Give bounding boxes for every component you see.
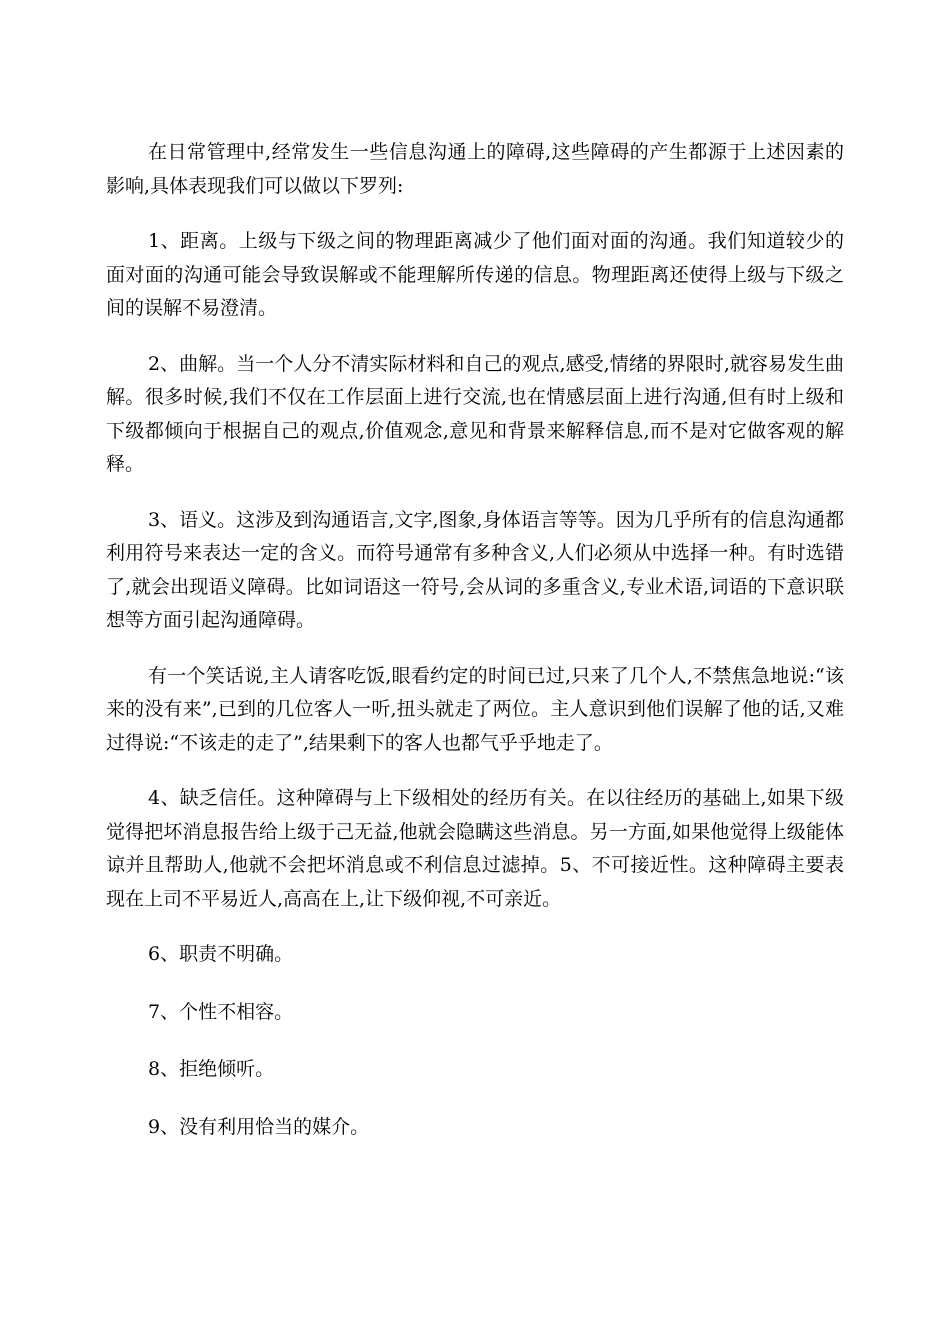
- paragraph-semantics: 3、语义。这涉及到沟通语言,文字,图象,身体语言等等。因为几乎所有的信息沟通都利用符号来表达一定的含义。而符号通常有多种含义,人们必须从中选择一种。有时选错了,就会出现语义障碍。比如词语这一符号,会从词的多重含义,专业术语,词语的下意识联想等方面引起沟通障碍。: [106, 508, 844, 631]
- list-item-wrong-medium: 9、没有利用恰当的媒介。: [148, 1115, 370, 1138]
- list-item-incompatible-personality: 7、个性不相容。: [148, 1000, 294, 1023]
- list-item-refuse-listening: 8、拒绝倾听。: [148, 1058, 275, 1080]
- paragraph-joke: 有一个笑话说,主人请客吃饭,眼看约定的时间已过,只来了几个人,不禁焦急地说:“该来的没有来”,已到的几位客人一听,扭头就走了两位。主人意识到他们误解了他的话,又难过得说:“不该走的走了”,结果剩下的客人也都气乎乎地走了。: [106, 664, 844, 754]
- paragraph-distortion: 2、曲解。当一个人分不清实际材料和自己的观点,感受,情绪的界限时,就容易发生曲解。很多时候,我们不仅在工作层面上进行交流,也在情感层面上进行沟通,但有时上级和下级都倾向于根据自己的观点,价值观念,意见和背景来解释信息,而不是对它做客观的解释。: [106, 352, 844, 475]
- document-page: [106, 136, 844, 1168]
- paragraph-distance: 1、距离。上级与下级之间的物理距离减少了他们面对面的沟通。我们知道较少的面对面的沟通可能会导致误解或不能理解所传递的信息。物理距离还使得上级与下级之间的误解不易澄清。: [106, 230, 844, 319]
- paragraph-lack-of-trust: 4、缺乏信任。这种障碍与上下级相处的经历有关。在以往经历的基础上,如果下级觉得把坏消息报告给上级于己无益,他就会隐瞒这些消息。另一方面,如果他觉得上级能体谅并且帮助人,他就不会把坏消息或不利信息过滤掉。5、不可接近性。这种障碍主要表现在上司不平易近人,高高在上,让下级仰视,不可亲近。: [106, 787, 844, 910]
- list-item-unclear-duties: 6、职责不明确。: [148, 943, 294, 965]
- paragraph-intro: 在日常管理中,经常发生一些信息沟通上的障碍,这些障碍的产生都源于上述因素的影响,具体表现我们可以做以下罗列:: [106, 141, 844, 197]
